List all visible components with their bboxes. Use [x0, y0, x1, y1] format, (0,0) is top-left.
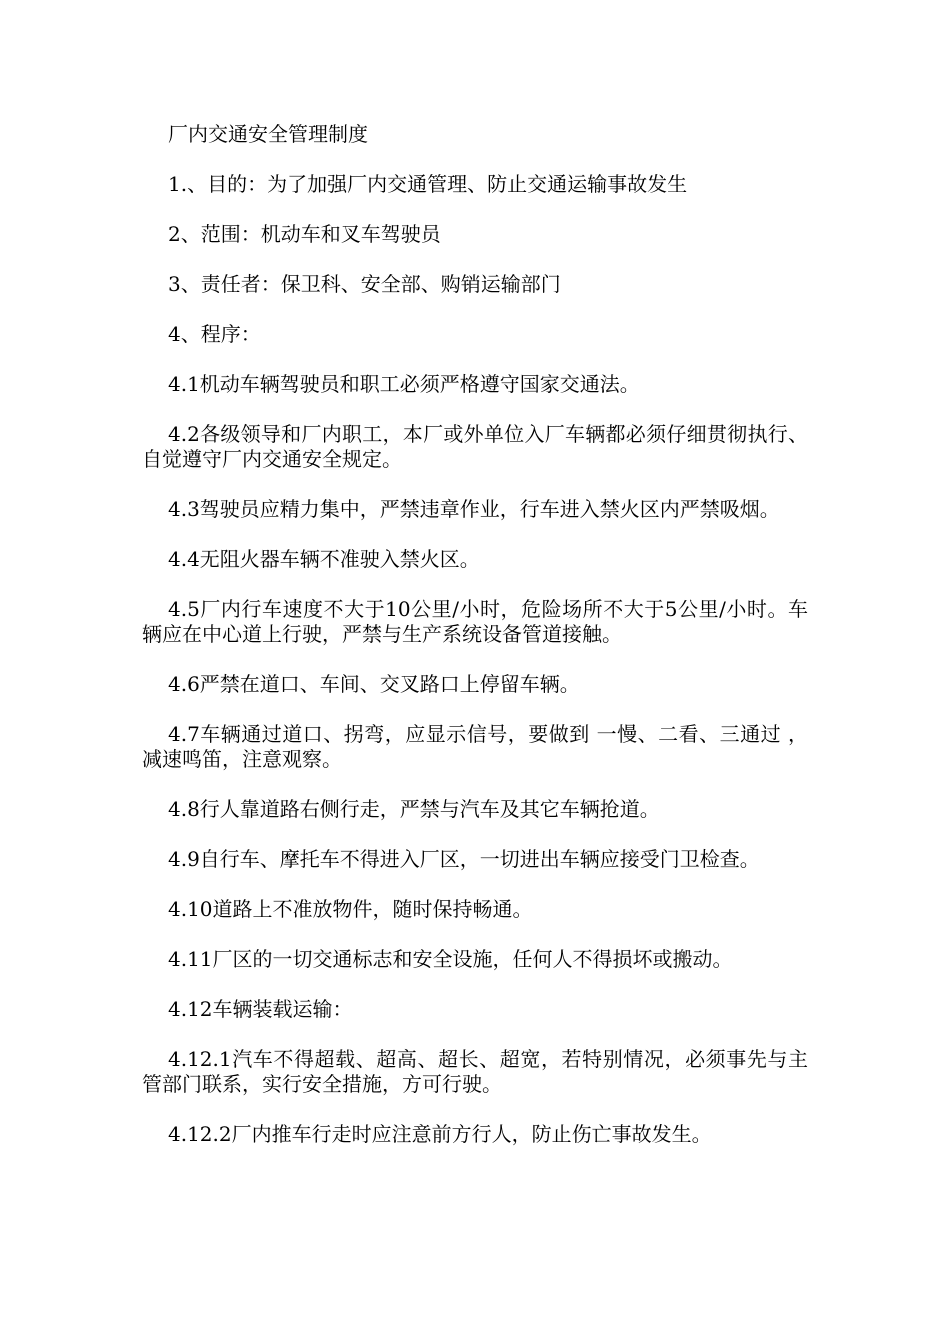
paragraph-4-12-1: 4.12.1汽车不得超载、超高、超长、超宽，若特别情况，必须事先与主管部门联系，实行安全措施，方可行驶。 [142, 1047, 808, 1096]
paragraph-4-3: 4.3驾驶员应精力集中，严禁违章作业，行车进入禁火区内严禁吸烟。 [168, 497, 780, 521]
paragraph-4-9: 4.9自行车、摩托车不得进入厂区，一切进出车辆应接受门卫检查。 [168, 847, 760, 871]
paragraph-4-10: 4.10道路上不准放物件，随时保持畅通。 [168, 897, 533, 921]
paragraph-4-6: 4.6严禁在道口、车间、交叉路口上停留车辆。 [168, 672, 580, 696]
document-body [142, 122, 808, 1172]
paragraph-purpose: 1.、目的：为了加强厂内交通管理、防止交通运输事故发生 [168, 172, 688, 196]
document-title: 厂内交通安全管理制度 [168, 122, 368, 146]
paragraph-procedure: 4、程序： [168, 322, 261, 346]
paragraph-responsible: 3、责任者：保卫科、安全部、购销运输部门 [168, 272, 561, 296]
paragraph-scope: 2、范围：机动车和叉车驾驶员 [168, 222, 441, 246]
paragraph-4-1: 4.1机动车辆驾驶员和职工必须严格遵守国家交通法。 [168, 372, 640, 396]
paragraph-4-2: 4.2各级领导和厂内职工，本厂或外单位入厂车辆都必须仔细贯彻执行、自觉遵守厂内交通安全规定。 [142, 422, 808, 471]
paragraph-4-4: 4.4无阻火器车辆不准驶入禁火区。 [168, 547, 480, 571]
paragraph-4-5: 4.5厂内行车速度不大于10公里/小时，危险场所不大于5公里/小时。车辆应在中心道上行驶，严禁与生产系统设备管道接触。 [142, 597, 808, 646]
paragraph-4-12-2: 4.12.2厂内推车行走时应注意前方行人，防止伤亡事故发生。 [168, 1122, 712, 1146]
paragraph-4-8: 4.8行人靠道路右侧行走，严禁与汽车及其它车辆抢道。 [168, 797, 660, 821]
paragraph-4-11: 4.11厂区的一切交通标志和安全设施，任何人不得损坏或搬动。 [168, 947, 733, 971]
paragraph-4-7: 4.7车辆通过道口、拐弯，应显示信号，要做到 一慢、二看、三通过 ，减速鸣笛，注意观察。 [142, 722, 808, 771]
paragraph-4-12: 4.12车辆装载运输： [168, 997, 353, 1021]
